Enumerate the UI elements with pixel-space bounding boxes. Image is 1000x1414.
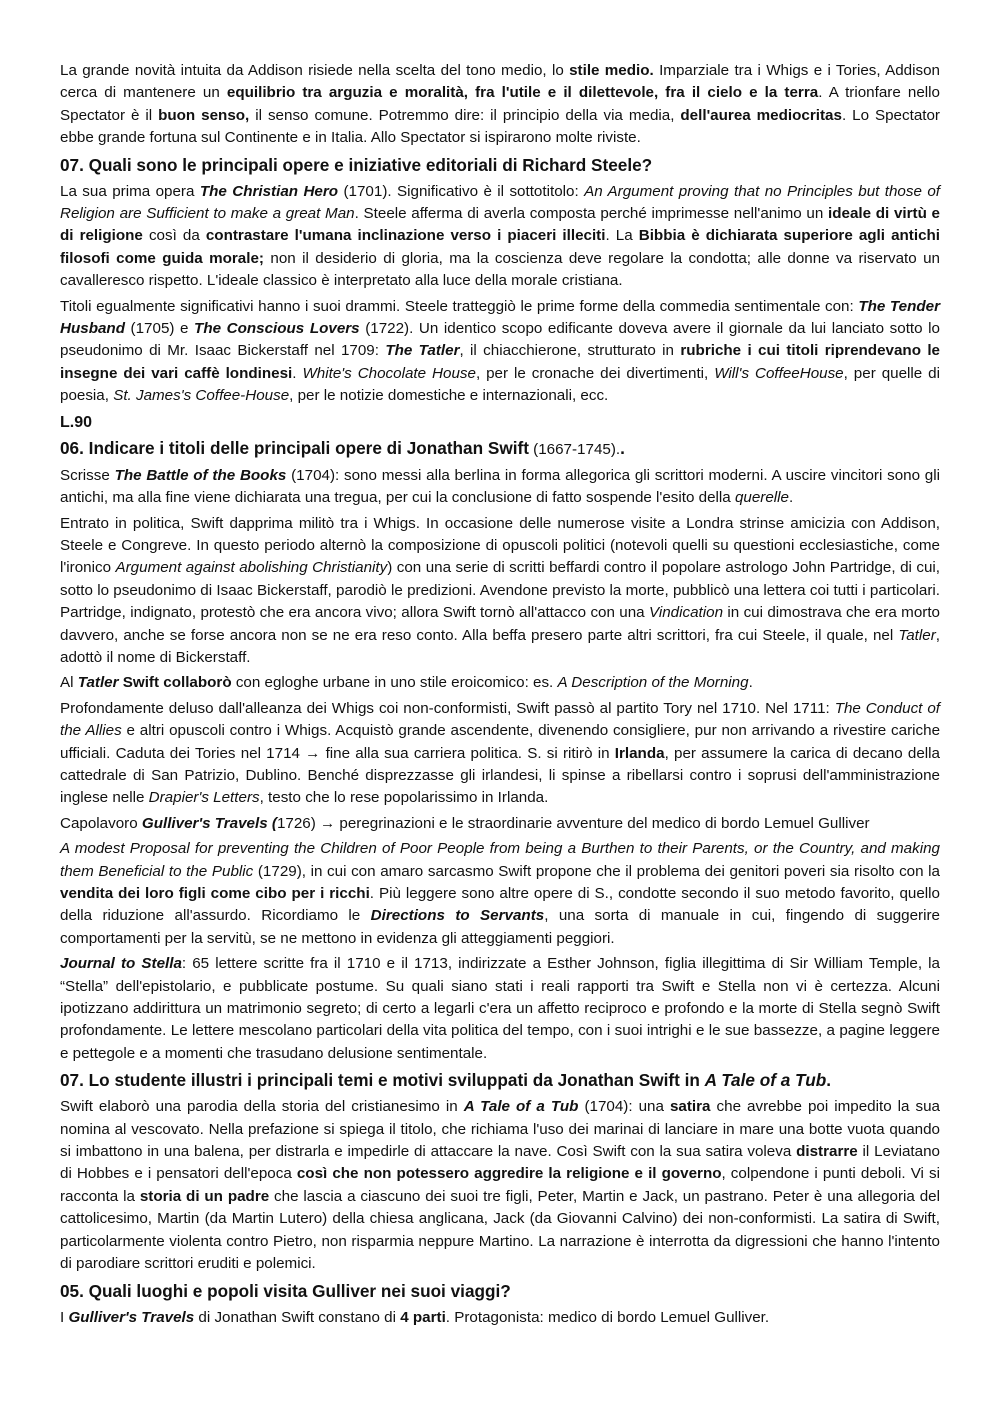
bold-italic-title: The Battle of the Books <box>114 466 287 484</box>
bold-text: 4 parti <box>400 1308 446 1326</box>
question-heading-gulliver-luoghi: 05. Quali luoghi e popoli visita Gulliver nei suoi viaggi? <box>60 1280 511 1301</box>
paragraph-tale-of-tub <box>60 1096 940 1275</box>
section-reference: L.90 <box>60 413 93 431</box>
text: , per le cronache dei divertimenti, <box>475 364 715 382</box>
bold-italic-title: The Christian Hero <box>199 182 339 200</box>
bold-text: contrastare l'umana inclinazione verso i piaceri illeciti <box>205 227 606 245</box>
bold-italic-title: Gulliver's Travels <box>68 1308 195 1326</box>
paragraph-journal-to-stella <box>60 953 940 1065</box>
heading-text: . <box>826 1070 832 1091</box>
bold-text: rubriche i cui titoli riprendevano le insegne dei vari caffè londinesi <box>60 342 940 382</box>
text: (1722). Un identico scopo edificante doveva avere il giornale da lui lanciato sotto lo pseudonimo di Mr. Isaac Bickerstaff nel 1709: <box>60 320 940 360</box>
text: (1729), in cui con amaro sarcasmo Swift propone che il problema dei genitori poveri sia risolto con la <box>253 862 940 880</box>
text: , per assumere la carica di decano della cattedrale di San Patrizio, Dublino. Benché disprezzasse gli irlandesi, li spinse a ribellarsi contro i soprusi dell'amministrazione inglese nelle <box>60 744 940 807</box>
text: Swift elaborò una parodia della storia del cristianesimo in <box>60 1098 464 1116</box>
text: : 65 lettere scritte fra il 1710 e il 1713, indirizzate a Esther Johnson, figlia illegittima di Sir William Temple, la “Stella” dell'epistolario, e pubblicate postume. Su quali siano stati i reali rapporti tra Swift e Stella non vi è certezza. Alcuni ipotizzano addirittura un matrimonio segreto; di certo a legarli c'era un affetto reciproco e profondo e la morte di Stella segnò Swift profondamente. Le lettere mescolano particolari della vita politica del tempo, con i suoi intrighi e le sue bassezze, a pagine leggere e pettegole e a momenti che trasudano delusione sentimentale. <box>60 955 940 1062</box>
text: , colpendone i punti deboli. Vi si racconta la <box>60 1165 940 1205</box>
paragraph-gulliver-parti <box>60 1307 940 1329</box>
text: così da <box>142 227 206 245</box>
text: il Leviatano di Hobbes e i pensatori dell'epoca <box>60 1143 940 1183</box>
italic-text: Vindication <box>649 604 724 622</box>
bold-italic-title: The Conscious Lovers <box>194 320 360 338</box>
text: (1704): sono messi alla berlina in forma allegorica gli scrittori moderni. A uscire vincitori sono gli antichi, ma alla fine viene dichiarata una tregua, per cui la conclusione di fatto sospende l'esito della <box>60 466 941 507</box>
text: che avrebbe poi impedito la sua nomina al vescovato. Nella prefazione si spiega il titolo, che richiama l'uso dei marinai di lanciare in mare una botte vuota quando si imbattono in una balena, per distrarla e impedirle di attaccare la nave. Così Swift con la sua satira voleva <box>60 1098 941 1161</box>
bold-text: buon senso, <box>158 106 250 124</box>
text: Profondamente deluso dall'alleanza dei Whigs coi non-conformisti, Swift passò al partito Tory nel 1710. Nel 1711: <box>60 699 835 717</box>
text: I <box>60 1308 69 1326</box>
bold-text: dell'aurea mediocritas <box>680 106 842 124</box>
paragraph-battle-of-books <box>60 465 940 510</box>
text: . A trionfare nello Spectator è il <box>60 84 940 124</box>
text: (1705) e <box>124 320 195 338</box>
italic-text: Will's CoffeeHouse <box>714 364 844 382</box>
italic-text: A Description of the Morning <box>557 674 749 692</box>
text: di Jonathan Swift constano di <box>194 1308 401 1326</box>
italic-text: Drapier's Letters <box>148 789 260 807</box>
text: Capolavoro <box>60 814 142 832</box>
bold-text: Bibbia è dichiarata superiore agli antichi filosofi come guida morale; <box>60 227 941 267</box>
paragraph-tatler-collaborazione <box>60 672 940 694</box>
italic-title: A modest Proposal for preventing the Children of Poor People from being a Burthen to their Parents, or the Country, and making them Beneficial to the Public <box>60 840 940 880</box>
text: , adottò il nome di Bickerstaff. <box>60 626 940 666</box>
text: , testo che lo rese popolarissimo in Irlanda. <box>259 789 549 807</box>
text: . Più leggere sono altre opere di S., condotte secondo il suo metodo favorito, quello della riduzione all'assurdo. Ricordiamo le <box>60 885 940 925</box>
text: , per le notizie domestiche e internazionali, ecc. <box>289 387 609 405</box>
italic-text: White's Chocolate House <box>302 364 476 382</box>
bold-italic-title: The Tender Husband <box>60 297 940 338</box>
text: . La <box>605 227 639 245</box>
text: . <box>789 489 794 507</box>
paragraph-gullivers-travels <box>60 813 940 835</box>
bold-text: equilibrio tra arguzia e moralità, fra l'utile e il dilettevole, fra il cielo e la terra <box>226 84 819 102</box>
text: . Protagonista: medico di bordo Lemuel Gulliver. <box>445 1308 770 1326</box>
text: , una sorta di manuale in cui, fingendo di suggerire comportamenti per la servitù, se ne mettono in evidenza gli atteggiamenti peggiori. <box>60 907 940 947</box>
bold-text: Swift collaborò <box>118 674 232 692</box>
bold-text: storia di un padre <box>139 1187 270 1205</box>
paragraph-christian-hero <box>60 181 940 293</box>
text: (1701). Significativo è il sottotitolo: <box>338 182 585 200</box>
text: , per quelle di poesia, <box>60 364 941 405</box>
bold-text: satira <box>669 1098 711 1116</box>
bold-text: vendita dei loro figli come cibo per i ricchi <box>60 885 370 902</box>
paragraph-swift-tory-irlanda <box>60 698 940 810</box>
bold-italic-title: Journal to Stella <box>60 955 182 973</box>
paragraph-addison-stile-medio <box>60 60 940 150</box>
text: in cui dimostrava che era morto davvero, anche se forse ancora non se ne era reso conto. Alla beffa presero parte altri scrittori, fra cui Steele, il quale, nel <box>60 604 940 644</box>
text: Titoli egualmente significativi hanno i suoi drammi. Steele tratteggiò le prime forme della commedia sentimentale con: <box>60 297 859 315</box>
text: e altri opuscoli contro i Whigs. Acquistò grande ascendente, divenendo consigliere, pur non arrivando a rivestire cariche ufficiali. Caduta dei Tories nel 1714 → fine alla sua carriera politica. S. si ritirò in <box>60 722 941 762</box>
text: , il chiacchierone, strutturato in <box>459 342 681 360</box>
paragraph-modest-proposal <box>60 838 940 950</box>
text: . Steele afferma di averla composta perché imprimesse nell'animo un <box>354 205 828 223</box>
italic-text: An Argument proving that no Principles but those of Religion are Sufficient to make a great Man <box>60 182 940 223</box>
text: La sua prima opera <box>60 182 200 200</box>
text: il senso comune. Potremmo dire: il principio della via media, <box>249 106 681 124</box>
text: 1726) → peregrinazioni e le straordinarie avventure del medico di bordo Lemuel Gulliver <box>276 814 870 832</box>
text: . <box>292 364 303 382</box>
paragraph-steele-drammi-tatler <box>60 296 940 408</box>
text: Imparziale tra i Whigs e i Tories, Addison cerca di mantenere un <box>60 62 940 102</box>
text: non il desiderio di gloria, ma la coscienza deve regolare la condotta; alle donne va riservato un cavalleresco rispetto. L'ideale classico è interpretato alla luce della morale cristiana. <box>60 249 940 290</box>
text: . Lo Spectator ebbe grande fortuna sul Continente e in Italia. Allo Spectator si ispirarono molte riviste. <box>60 106 940 147</box>
bold-italic-title: Gulliver's Travels ( <box>141 814 277 832</box>
text: La grande novità intuita da Addison risiede nella scelta del tono medio, lo <box>60 62 570 79</box>
bold-italic-title: A Tale of a Tub <box>463 1098 579 1116</box>
question-heading-tale-of-tub <box>60 1068 940 1093</box>
heading-text: 06. Indicare i titoli delle principali opere di Jonathan Swift <box>60 437 529 458</box>
bold-text: così che non potessero aggredire la religione e il governo <box>296 1165 722 1183</box>
heading-text: 07. Lo studente illustri i principali temi e motivi sviluppati da Jonathan Swift in <box>60 1070 705 1091</box>
text: . <box>748 674 753 692</box>
question-heading-swift-opere <box>60 436 940 462</box>
paragraph-swift-politica <box>60 513 940 670</box>
italic-text: St. James's Coffee-House <box>113 387 290 405</box>
heading-italic-title: A Tale of a Tub <box>704 1070 827 1091</box>
bold-italic-title: Directions to Servants <box>370 907 545 925</box>
text: Entrato in politica, Swift dapprima militò tra i Whigs. In occasione delle numerose visite a Londra strinse amicizia con Addison, Steele e Congreve. In questo periodo alternò la composizione di opuscoli politici (notevoli quelli su questioni ecclesiastiche, come l'ironico <box>60 514 940 577</box>
heading-dates: (1667-1745). <box>528 440 621 458</box>
text: Al <box>60 674 78 692</box>
text: (1704): una <box>578 1098 670 1116</box>
text: con egloghe urbane in uno stile eroicomico: es. <box>231 674 558 692</box>
italic-text: Tatler <box>898 626 936 644</box>
italic-text: Argument against abolishing Christianity <box>115 559 388 577</box>
bold-text: ideale di virtù e di religione <box>60 205 941 245</box>
text: che lascia a ciascuno dei suoi tre figli, Peter, Martin e Jack, un pastrano. Peter è una allegoria del cattolicesimo, Martin (da Martin Lutero) della chiesa anglicana, Jack (da Giovanni Calvino) dei non-conformisti. La satira di Swift, particolarmente violenta contro Pietro, non risparmia neppure Martino. La narrazione è interrotta da digressioni che hanno l'intento di parodiare scrittori eruditi e polemici. <box>60 1187 940 1273</box>
bold-text: Irlanda <box>614 744 665 762</box>
italic-text: The Conduct of the Allies <box>60 699 940 740</box>
bold-text: stile medio. <box>569 62 654 79</box>
text: Scrisse <box>60 466 115 484</box>
heading-text: . <box>620 437 625 458</box>
italic-text: querelle <box>734 489 789 507</box>
bold-italic-title: The Tatler <box>385 342 460 360</box>
bold-italic-title: Tatler <box>77 674 119 692</box>
question-heading-steele: 07. Quali sono le principali opere e iniziative editoriali di Richard Steele? <box>60 154 653 175</box>
bold-text: distrarre <box>796 1143 858 1161</box>
text: ) con una serie di scritti beffardi contro il popolare astrologo John Partridge, di cui, sotto lo pseudonimo di Isaac Bickerstaff, parodiò le predizioni. Avendone previsto la morte, pubblicò una lettera coi tutti i particolari. Partridge, indignato, protestò che era ancora vivo; allora Swift tornò all'attacco con una <box>60 559 940 622</box>
